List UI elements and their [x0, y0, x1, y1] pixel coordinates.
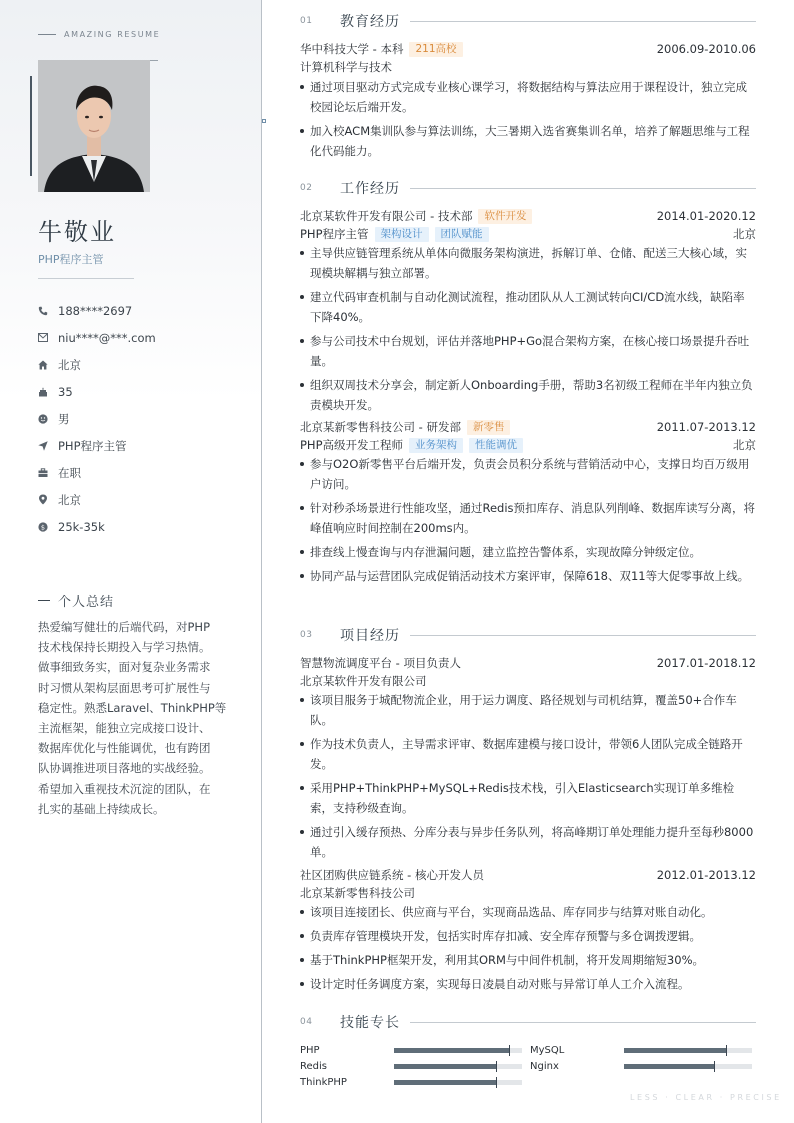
summary-line: 技术栈保持长期投入与学习热情。 — [38, 640, 211, 655]
section-rule — [410, 188, 756, 189]
skill-name: PHP — [300, 1044, 320, 1056]
job-role: PHP高级开发工程师 — [300, 438, 404, 452]
section-heading-skills — [300, 1012, 756, 1032]
phone-icon — [38, 306, 58, 316]
entry-period: 2011.07-2013.12 — [656, 420, 756, 434]
company-name: 北京某新零售科技公司 - 研发部 — [300, 420, 461, 434]
industry-tag: 新零售 — [467, 420, 511, 435]
skill-item — [300, 1042, 522, 1058]
summary-text — [38, 617, 228, 819]
entry-header — [300, 654, 756, 672]
contact-value: 35 — [58, 384, 73, 399]
skill-name: ThinkPHP — [300, 1076, 347, 1088]
contact-status — [38, 459, 156, 486]
summary-line: 稳定性。熟悉Laravel、ThinkPHP等 — [38, 700, 227, 715]
project-bullets — [300, 902, 756, 994]
list-item: 参与公司技术中台规划，评估并落地PHP+Go混合架构方案，在核心接口场景提升吞吐量。 — [300, 331, 756, 371]
candidate-name: 牛敬业 — [38, 218, 116, 246]
entry-header — [300, 418, 756, 436]
contact-position — [38, 432, 156, 459]
project-name: 社区团购供应链系统 - 核心开发人员 — [300, 868, 484, 882]
list-item: 针对秒杀场景进行性能攻坚，通过Redis预扣库存、消息队列削峰、数据库读写分离，将峰值响应时间控制在200ms内。 — [300, 498, 756, 538]
list-item: 采用PHP+ThinkPHP+MySQL+Redis技术栈，引入Elasticsearch实现订单多维检索，支持秒级查询。 — [300, 778, 756, 818]
summary-line: 主流框架，能独立完成接口设计、 — [38, 721, 211, 736]
project-entry — [300, 866, 756, 998]
contact-location — [38, 486, 156, 513]
summary-line: 做事细致务实，面对复杂业务需求 — [38, 660, 211, 675]
skill-fill — [394, 1080, 496, 1085]
summary-line: 扎实的基础上持续成长。 — [38, 801, 165, 816]
project-company: 北京某软件开发有限公司 — [300, 674, 427, 688]
mail-icon — [38, 333, 58, 342]
role-tag: 性能调优 — [469, 438, 523, 453]
list-item: 建立代码审查机制与自动化测试流程，推动团队从人工测试转向CI/CD流水线，缺陷率下降40%。 — [300, 287, 756, 327]
send-icon — [38, 441, 58, 451]
section-title: 技能专长 — [340, 1015, 400, 1031]
section-rule — [410, 1022, 756, 1023]
industry-tag: 软件开发 — [478, 209, 532, 224]
skill-bar — [394, 1048, 522, 1053]
svg-text:$: $ — [40, 522, 46, 531]
summary-line: 数据库优化与性能调优，也有跨团 — [38, 741, 211, 756]
entry-subheader — [300, 225, 756, 243]
home-icon — [38, 360, 58, 370]
role-tag: 团队赋能 — [435, 227, 489, 242]
list-item: 参与O2O新零售平台后端开发，负责会员积分系统与营销活动中心，支撑日均百万级用户访问。 — [300, 454, 756, 494]
list-item: 该项目连接团长、供应商与平台，实现商品选品、库存同步与结算对账自动化。 — [300, 902, 756, 922]
skill-fill — [394, 1048, 509, 1053]
contact-home — [38, 351, 156, 378]
brand — [38, 30, 160, 39]
job-entry — [300, 418, 756, 590]
project-company: 北京某新零售科技公司 — [300, 886, 415, 900]
job-bullets — [300, 454, 756, 586]
project-name: 智慧物流调度平台 - 项目负责人 — [300, 656, 461, 670]
section-number: 04 — [300, 1017, 313, 1027]
skill-name: Nginx — [530, 1060, 559, 1072]
summary-line: 希望加入重视技术沉淀的团队，在 — [38, 781, 211, 796]
smile-icon — [38, 414, 58, 424]
skill-marker — [496, 1061, 497, 1072]
list-item: 负责库存管理模块开发，包括实时库存扣减、安全库存预警与多仓调拨逻辑。 — [300, 926, 756, 946]
skill-marker — [509, 1045, 510, 1056]
entry-subheader — [300, 436, 756, 454]
salary-icon — [38, 522, 58, 532]
briefcase-icon — [38, 468, 58, 478]
entry-header — [300, 866, 756, 884]
contact-value: PHP程序主管 — [58, 438, 127, 453]
list-item: 作为技术负责人，主导需求评审、数据库建模与接口设计，带领6人团队完成全链路开发。 — [300, 734, 756, 774]
entry-period: 2017.01-2018.12 — [656, 656, 756, 670]
contact-salary — [38, 513, 156, 540]
job-bullets — [300, 243, 756, 415]
entry-period: 2012.01-2013.12 — [656, 868, 756, 882]
entry-subheader — [300, 884, 756, 902]
entry-header — [300, 207, 756, 225]
entry-period: 2006.09-2010.06 — [656, 42, 756, 56]
skill-fill — [394, 1064, 496, 1069]
list-item: 设计定时任务调度方案，实现每日凌晨自动对账与异常订单人工介入流程。 — [300, 974, 756, 994]
skill-marker — [714, 1061, 715, 1072]
section-rule — [410, 635, 756, 636]
job-role: PHP程序主管 — [300, 227, 369, 241]
skill-item — [530, 1058, 752, 1074]
major: 计算机科学与技术 — [300, 60, 392, 74]
summary-heading — [38, 591, 114, 610]
list-item: 通过项目驱动方式完成专业核心课学习，将数据结构与算法应用于课程设计，独立完成校园论坛后端开发。 — [300, 77, 756, 117]
skill-bar — [624, 1064, 752, 1069]
contact-gender — [38, 405, 156, 432]
contact-value: 在职 — [58, 465, 81, 480]
contact-email — [38, 324, 156, 351]
contact-age — [38, 378, 156, 405]
contact-list — [38, 297, 156, 540]
list-item: 该项目服务于城配物流企业，用于运力调度、路径规划与司机结算，覆盖50+合作车队。 — [300, 690, 756, 730]
project-bullets — [300, 690, 756, 862]
section-number: 02 — [300, 183, 313, 193]
avatar-portrait — [38, 60, 150, 192]
list-item: 加入校ACM集训队参与算法训练，大三暑期入选省赛集训名单，培养了解题思维与工程化代码能力。 — [300, 121, 756, 161]
entry-subheader — [300, 672, 756, 690]
summary-line: 热爱编写健壮的后端代码，对PHP — [38, 620, 211, 634]
location-icon — [38, 494, 58, 505]
skill-name: Redis — [300, 1060, 327, 1072]
contact-value: 北京 — [58, 492, 81, 507]
list-item: 排查线上慢查询与内存泄漏问题，建立监控告警体系，实现故障分钟级定位。 — [300, 542, 756, 562]
contact-phone — [38, 297, 156, 324]
job-city: 北京 — [733, 438, 756, 452]
divider — [38, 278, 134, 279]
skill-bar — [394, 1080, 522, 1085]
entry-header — [300, 40, 756, 58]
section-heading-projects — [300, 625, 756, 645]
project-entry — [300, 654, 756, 866]
skill-fill — [624, 1048, 726, 1053]
divider-marker — [262, 119, 266, 123]
contact-value: 25k-35k — [58, 519, 105, 534]
skill-item — [530, 1042, 752, 1058]
skill-bar — [624, 1048, 752, 1053]
skill-marker — [726, 1045, 727, 1056]
skill-fill — [624, 1064, 714, 1069]
brand-text: AMAZING RESUME — [64, 30, 161, 39]
candidate-title: PHP程序主管 — [38, 253, 104, 266]
list-item: 协同产品与运营团队完成促销活动技术方案评审，保障618、双11等大促零事故上线。 — [300, 566, 756, 586]
company-name: 北京某软件开发有限公司 - 技术部 — [300, 209, 473, 223]
list-item: 基于ThinkPHP框架开发，利用其ORM与中间件机制，将开发周期缩短30%。 — [300, 950, 756, 970]
job-entry — [300, 207, 756, 419]
list-item: 通过引入缓存预热、分库分表与异步任务队列，将高峰期订单处理能力提升至每秒8000单。 — [300, 822, 756, 862]
summary-title: 个人总结 — [58, 595, 115, 610]
entry-subheader — [300, 58, 756, 76]
section-title: 教育经历 — [340, 14, 400, 30]
section-number: 03 — [300, 630, 313, 640]
job-city: 北京 — [733, 227, 756, 241]
education-entry — [300, 40, 756, 165]
contact-value: 北京 — [58, 357, 81, 372]
skill-item — [300, 1074, 522, 1090]
school-tag: 211高校 — [409, 42, 462, 57]
photo-accent-bar — [30, 76, 32, 176]
section-title: 项目经历 — [340, 628, 400, 644]
section-rule — [410, 21, 756, 22]
role-tag: 架构设计 — [375, 227, 429, 242]
skill-item — [300, 1058, 522, 1074]
list-item: 组织双周技术分享会，制定新人Onboarding手册，帮助3名初级工程师在半年内独立负责模块开发。 — [300, 375, 756, 415]
footer-tagline: LESS · CLEAR · PRECISE — [630, 1093, 782, 1102]
education-bullets — [300, 77, 756, 161]
contact-value: niu****@***.com — [58, 330, 156, 345]
summary-dash — [38, 600, 50, 601]
cake-icon — [38, 387, 58, 397]
summary-line: 队协调推进项目落地的实战经验。 — [38, 761, 211, 776]
school-name: 华中科技大学 - 本科 — [300, 42, 404, 56]
skill-marker — [496, 1077, 497, 1088]
section-number: 01 — [300, 16, 313, 26]
entry-period: 2014.01-2020.12 — [656, 209, 756, 223]
skill-name: MySQL — [530, 1044, 565, 1056]
role-tag: 业务架构 — [409, 438, 463, 453]
skill-bar — [394, 1064, 522, 1069]
contact-value: 188****2697 — [58, 303, 133, 318]
brand-line — [38, 34, 56, 35]
sidebar — [0, 0, 262, 1123]
section-title: 工作经历 — [340, 181, 400, 197]
section-heading-work — [300, 178, 756, 198]
summary-line: 时习惯从架构层面思考可扩展性与 — [38, 680, 211, 695]
contact-value: 男 — [58, 411, 70, 426]
list-item: 主导供应链管理系统从单体向微服务架构演进，拆解订单、仓储、配送三大核心域，实现模块解耦与独立部署。 — [300, 243, 756, 283]
section-heading-education — [300, 11, 756, 31]
avatar — [38, 60, 150, 192]
